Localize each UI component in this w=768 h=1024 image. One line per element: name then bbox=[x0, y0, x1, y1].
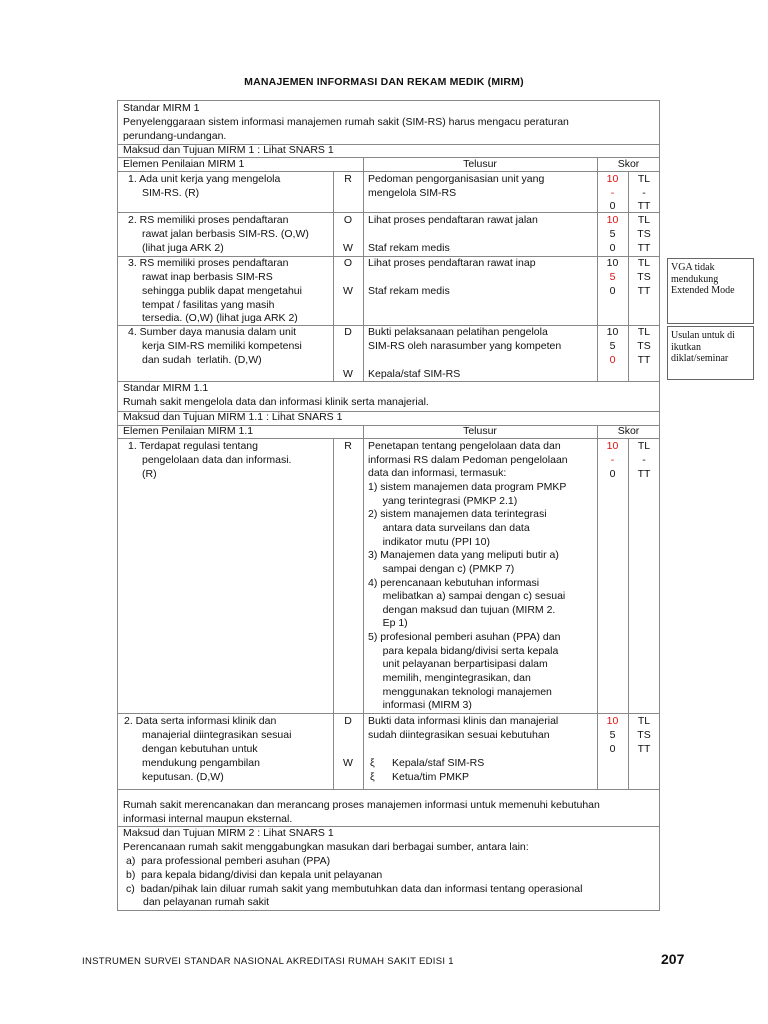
telusur-line: Ep 1) bbox=[368, 617, 408, 630]
telusur-text: Kepala/staf SIM-RS bbox=[368, 368, 461, 380]
method-code: W bbox=[343, 757, 353, 769]
telusur-line: indikator mutu (PPI 10) bbox=[368, 535, 490, 548]
list-item: dan pelayanan rumah sakit bbox=[143, 896, 270, 908]
telusur-line: informasi RS dalam Pedoman pengelolaan bbox=[368, 453, 568, 466]
telusur-text: Bukti data informasi klinis dan manajerial bbox=[368, 715, 559, 727]
score-value: 5 bbox=[609, 340, 616, 352]
bullet-icon: ξ bbox=[370, 771, 375, 783]
score-code: TT bbox=[637, 200, 651, 212]
element-text: 1. Ada unit kerja yang mengelola bbox=[128, 173, 281, 185]
score-value: 0 bbox=[609, 468, 616, 480]
score-value: 10 bbox=[606, 173, 619, 185]
telusur-text: Staf rekam medis bbox=[368, 285, 450, 297]
score-code: TT bbox=[637, 285, 651, 297]
element-text: keputusan. (D,W) bbox=[142, 771, 224, 783]
element-text: 2. Data serta informasi klinik dan bbox=[124, 715, 277, 727]
element-text: kerja SIM-RS memiliki kompetensi bbox=[142, 340, 302, 352]
score-value: 5 bbox=[609, 228, 616, 240]
score-code: TL bbox=[637, 214, 651, 226]
maksud-tujuan: Maksud dan Tujuan MIRM 2 : Lihat SNARS 1 bbox=[123, 827, 334, 839]
column-divider bbox=[363, 425, 364, 789]
telusur-line: yang terintegrasi (PMKP 2.1) bbox=[368, 494, 518, 507]
telusur-text: Pedoman pengorganisasian unit yang bbox=[368, 173, 545, 185]
telusur-line: informasi (MIRM 3) bbox=[368, 699, 472, 712]
row-divider bbox=[117, 789, 660, 790]
element-text: 4. Sumber daya manusia dalam unit bbox=[128, 326, 297, 338]
page-number: 207 bbox=[661, 951, 685, 967]
maksud-tujuan: Maksud dan Tujuan MIRM 1 : Lihat SNARS 1 bbox=[123, 144, 334, 156]
score-value: 0 bbox=[609, 743, 616, 755]
element-text: tersedia. (O,W) (lihat juga ARK 2) bbox=[142, 312, 298, 324]
score-code: TL bbox=[637, 326, 651, 338]
telusur-line: menggunakan teknologi manajemen bbox=[368, 685, 552, 698]
score-value: 0 bbox=[609, 200, 616, 212]
telusur-line: 5) profesional pemberi asuhan (PPA) dan bbox=[368, 631, 561, 644]
standard-text: Penyelenggaraan sistem informasi manajemen rumah sakit (SIM-RS) harus mengacu peraturan bbox=[123, 116, 569, 128]
score-value: 0 bbox=[609, 354, 616, 366]
score-value: 10 bbox=[606, 214, 619, 226]
score-code: TS bbox=[637, 729, 651, 741]
element-text: (R) bbox=[142, 468, 157, 480]
element-text: pengelolaan data dan informasi. bbox=[142, 454, 292, 466]
telusur-line: antara data surveilans dan data bbox=[368, 521, 530, 534]
telusur-header: Telusur bbox=[463, 158, 497, 170]
elemen-header: Elemen Penilaian MIRM 1.1 bbox=[123, 425, 254, 437]
element-text: dan sudah terlatih. (D,W) bbox=[142, 354, 262, 366]
list-item: c) badan/pihak lain diluar rumah sakit yang membutuhkan data dan informasi tentang operasional bbox=[126, 883, 583, 895]
maksud-tujuan: Maksud dan Tujuan MIRM 1.1 : Lihat SNARS 1 bbox=[123, 411, 343, 423]
list-item: b) para kepala bidang/divisi dan kepala unit pelayanan bbox=[126, 869, 383, 881]
method-code: D bbox=[344, 715, 352, 727]
standard-heading: Standar MIRM 1 bbox=[123, 102, 200, 114]
score-value: 10 bbox=[606, 326, 619, 338]
row-divider bbox=[117, 212, 660, 213]
elemen-header: Elemen Penilaian MIRM 1 bbox=[123, 158, 245, 170]
column-divider bbox=[363, 157, 364, 381]
telusur-line: data dan informasi, termasuk: bbox=[368, 467, 507, 480]
element-text: mendukung pengambilan bbox=[142, 757, 260, 769]
telusur-line: memilih, mengintegrasikan, dan bbox=[368, 672, 531, 685]
telusur-text: sudah diintegrasikan sesuai kebutuhan bbox=[368, 729, 550, 741]
method-code: W bbox=[343, 368, 353, 380]
score-code: TT bbox=[637, 743, 651, 755]
telusur-text: SIM-RS oleh narasumber yang kompeten bbox=[368, 340, 562, 352]
column-divider bbox=[333, 438, 334, 789]
telusur-header: Telusur bbox=[463, 425, 497, 437]
element-text: rawat inap berbasis SIM-RS bbox=[142, 271, 273, 283]
score-code: - bbox=[642, 454, 646, 466]
telusur-text: Lihat proses pendaftaran rawat jalan bbox=[368, 214, 538, 226]
side-note-usulan: Usulan untuk di ikutkan diklat/seminar bbox=[667, 326, 754, 380]
element-text: manajerial diintegrasikan sesuai bbox=[142, 729, 292, 741]
score-value: 10 bbox=[606, 257, 619, 269]
score-value: 10 bbox=[606, 715, 619, 727]
telusur-text: Bukti pelaksanaan pelatihan pengelola bbox=[368, 326, 548, 338]
telusur-line: para kepala bidang/divisi serta kepala bbox=[368, 644, 559, 657]
method-code: R bbox=[344, 173, 352, 185]
telusur-line: unit pelayanan berpartisipasi dalam bbox=[368, 658, 548, 671]
element-text: 3. RS memiliki proses pendaftaran bbox=[128, 257, 289, 269]
telusur-line: dengan maksud dan tujuan (MIRM 2. bbox=[368, 603, 556, 616]
standard-text: Rumah sakit mengelola data dan informasi klinik serta manajerial. bbox=[123, 396, 429, 408]
telusur-line: 4) perencanaan kebutuhan informasi bbox=[368, 576, 540, 589]
skor-header: Skor bbox=[617, 158, 640, 170]
telusur-line: Penetapan tentang pengelolaan data dan bbox=[368, 440, 561, 452]
footer-text: INSTRUMEN SURVEI STANDAR NASIONAL AKREDITASI RUMAH SAKIT EDISI 1 bbox=[82, 956, 454, 967]
page-title: MANAJEMEN INFORMASI DAN REKAM MEDIK (MIRM) bbox=[244, 76, 524, 88]
element-text: rawat jalan berbasis SIM-RS. (O,W) bbox=[142, 228, 309, 240]
score-value: 5 bbox=[609, 729, 616, 741]
telusur-text: mengelola SIM-RS bbox=[368, 187, 457, 199]
element-text: tempat / fasilitas yang masih bbox=[142, 299, 275, 311]
method-code: O bbox=[343, 214, 353, 226]
score-code: TL bbox=[637, 715, 651, 727]
telusur-text: Ketua/tim PMKP bbox=[392, 771, 470, 783]
column-divider bbox=[333, 171, 334, 381]
element-text: (lihat juga ARK 2) bbox=[142, 242, 224, 254]
score-code: TT bbox=[637, 242, 651, 254]
element-text: SIM-RS. (R) bbox=[142, 187, 200, 199]
telusur-text: Kepala/staf SIM-RS bbox=[392, 757, 485, 769]
score-value: 0 bbox=[609, 242, 616, 254]
telusur-line: 3) Manajemen data yang meliputi butir a) bbox=[368, 549, 559, 562]
telusur-line: sampai dengan c) (PMKP 7) bbox=[368, 562, 515, 575]
bullet-icon: ξ bbox=[370, 757, 375, 769]
element-text: 1. Terdapat regulasi tentang bbox=[128, 440, 258, 452]
skor-header: Skor bbox=[617, 425, 640, 437]
telusur-line: 2) sistem manajemen data terintegrasi bbox=[368, 508, 547, 521]
row-divider bbox=[117, 713, 660, 714]
method-code: D bbox=[344, 326, 352, 338]
score-code: - bbox=[642, 187, 646, 199]
standard-text: perundang-undangan. bbox=[123, 130, 227, 142]
score-value: 5 bbox=[609, 271, 616, 283]
list-item: a) para professional pemberi asuhan (PPA) bbox=[126, 855, 331, 867]
element-text: dengan kebutuhan untuk bbox=[142, 743, 258, 755]
score-value: - bbox=[610, 454, 615, 466]
method-code: O bbox=[343, 257, 353, 269]
score-code: TT bbox=[637, 354, 651, 366]
standard-heading: Standar MIRM 1.1 bbox=[123, 382, 209, 394]
score-code: TL bbox=[637, 257, 651, 269]
score-code: TS bbox=[637, 271, 651, 283]
score-code: TT bbox=[637, 468, 651, 480]
standard-text: Rumah sakit merencanakan dan merancang proses manajemen informasi untuk memenuhi kebutuhan bbox=[123, 799, 600, 811]
score-code: TL bbox=[637, 173, 651, 185]
element-text: sehingga publik dapat mengetahui bbox=[142, 285, 302, 297]
method-code: W bbox=[343, 242, 353, 254]
telusur-text: Staf rekam medis bbox=[368, 242, 450, 254]
score-code: TS bbox=[637, 228, 651, 240]
score-value: - bbox=[610, 187, 615, 199]
score-code: TL bbox=[637, 440, 651, 452]
telusur-text: Lihat proses pendaftaran rawat inap bbox=[368, 257, 536, 269]
telusur-line: 1) sistem manajemen data program PMKP bbox=[368, 480, 567, 493]
telusur-line: melibatkan a) sampai dengan c) sesuai bbox=[368, 590, 566, 603]
score-value: 10 bbox=[606, 440, 619, 452]
element-text: 2. RS memiliki proses pendaftaran bbox=[128, 214, 289, 226]
score-code: TS bbox=[637, 340, 651, 352]
method-code: R bbox=[344, 440, 352, 452]
method-code: W bbox=[343, 285, 353, 297]
intro-text: Perencanaan rumah sakit menggabungkan masukan dari berbagai sumber, antara lain: bbox=[123, 841, 529, 853]
side-note-vga: VGA tidak mendukung Extended Mode bbox=[667, 258, 754, 324]
score-value: 0 bbox=[609, 285, 616, 297]
standard-text: informasi internal maupun eksternal. bbox=[123, 813, 293, 825]
